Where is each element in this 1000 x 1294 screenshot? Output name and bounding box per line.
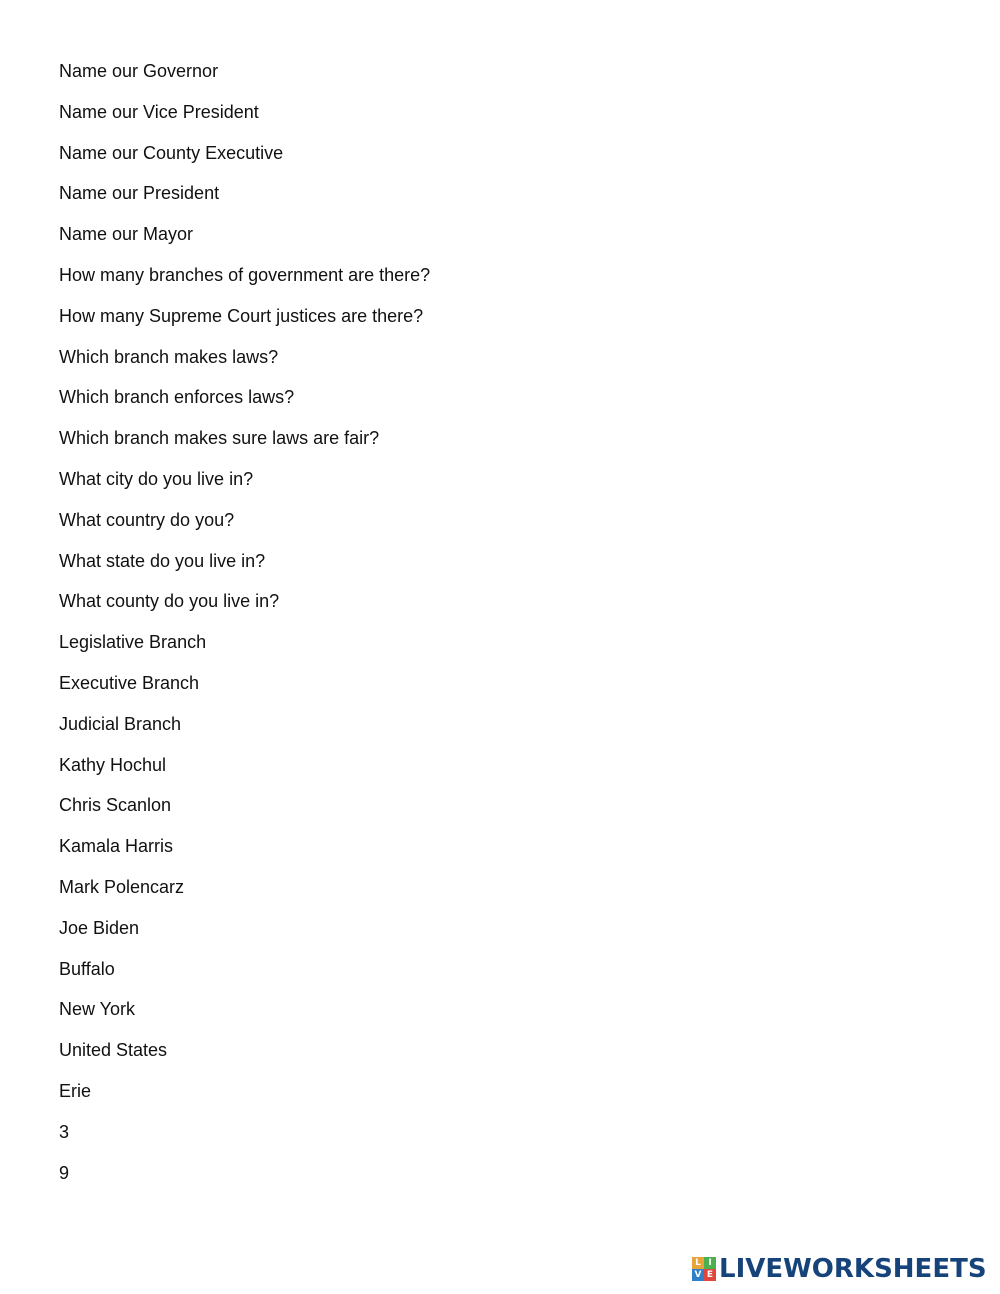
list-item: Name our President [59, 183, 220, 204]
list-item: What city do you live in? [59, 468, 254, 489]
logo-mark-letter: I [704, 1257, 716, 1269]
logo-mark-icon [692, 1257, 716, 1281]
list-item: New York [59, 999, 136, 1020]
logo-wordmark: LIVEWORKSHEETS [719, 1254, 987, 1284]
list-item: Kathy Hochul [59, 754, 167, 775]
list-item: 9 [59, 1162, 70, 1183]
list-item: Which branch enforces laws? [59, 387, 295, 408]
logo-mark-letter: V [692, 1269, 704, 1281]
logo-mark-letter: E [704, 1269, 716, 1281]
list-item: What state do you live in? [59, 550, 266, 571]
worksheet-text-list [59, 58, 430, 1200]
list-item: What country do you? [59, 509, 235, 530]
list-item: How many branches of government are there? [59, 264, 431, 285]
list-item: Name our Governor [59, 61, 219, 81]
list-item: Name our County Executive [59, 142, 284, 163]
list-item: Buffalo [59, 958, 115, 979]
list-item: Legislative Branch [59, 632, 207, 653]
list-item: Executive Branch [59, 672, 200, 693]
list-item: Name our Vice President [59, 101, 259, 122]
list-item: Name our Mayor [59, 224, 194, 245]
list-item: Erie [59, 1080, 92, 1101]
list-item: Chris Scanlon [59, 795, 172, 816]
list-item: Judicial Branch [59, 713, 182, 734]
list-item: Mark Polencarz [59, 876, 185, 897]
list-item: How many Supreme Court justices are there? [59, 305, 424, 326]
list-item: Which branch makes sure laws are fair? [59, 428, 380, 449]
list-item: Joe Biden [59, 917, 140, 938]
liveworksheets-logo [692, 1255, 987, 1283]
list-item: What county do you live in? [59, 591, 280, 612]
list-item: 3 [59, 1121, 70, 1142]
logo-mark-letter: L [692, 1257, 704, 1269]
list-item: Kamala Harris [59, 836, 174, 857]
list-item: United States [59, 1040, 168, 1061]
list-item: Which branch makes laws? [59, 346, 279, 367]
